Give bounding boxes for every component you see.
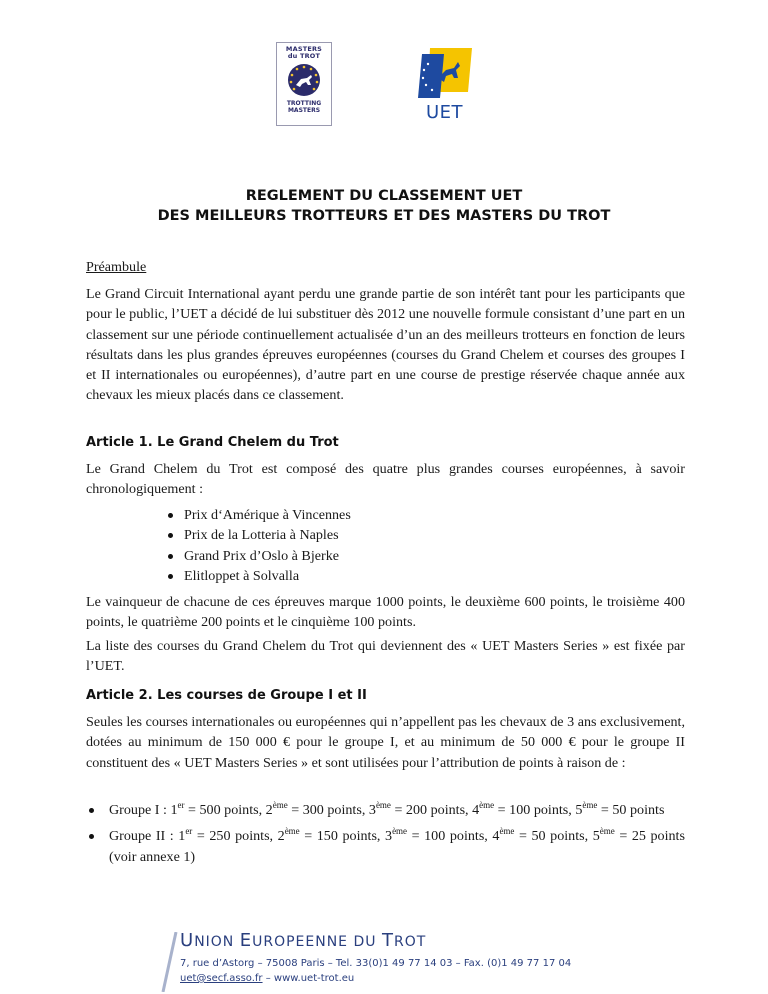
group-list: [109, 800, 685, 867]
article1-points-text: Le vainqueur de chacune de ces épreuves marque 1000 points, le deuxième 600 points, le troisième 400 points, le quatrième 200 points et le cinquième 100 points.: [86, 594, 685, 631]
email-link[interactable]: uet@secf.asso.fr: [180, 973, 263, 984]
footer-contact: [180, 973, 354, 984]
preamble-paragraph: Le Grand Circuit International ayant perdu une grande partie de son intérêt tant pour les participants que pour le public, l’UET a décidé de lui substituer dès 2012 une nouvelle formule consistant d’une part en un classement sur une période continuellement actualisée d’un an des meilleurs trotteurs en fonction de leurs résultats dans les plus grandes épreuves européennes (courses du Grand Chelem et courses des groupes I et II internationales ou européennes), d’autre part en une course de prestige réservée chaque année aux chevaux les mieux placés dans ce classement.: [86, 286, 685, 404]
article2-intro-text: Seules les courses internationales ou européennes qui n’appellent pas les chevaux de 3 ans exclusivement, dotées au minimum de 150 000 € pour le groupe I, et au minimum de 50 000 € pour le groupe II constituent des « UET Masters Series » et sont utilisées pour l’attribution de points à raison de :: [86, 714, 685, 771]
footer-slash-icon: [160, 932, 178, 992]
footer-address: 7, rue d’Astorg – 75008 Paris – Tel. 33(0)1 49 77 14 03 – Fax. (0)1 49 77 17 04: [180, 958, 572, 969]
race-list: [184, 505, 584, 586]
preamble-heading-text: Préambule: [86, 259, 147, 275]
article1-heading: [86, 433, 685, 451]
website-text: – www.uet-trot.eu: [262, 973, 355, 984]
stars-horse-icon: [287, 63, 321, 97]
article2-heading-text: Article 2. Les courses de Groupe I et II: [86, 688, 367, 703]
uet-logo: [414, 48, 474, 126]
article1-series: [86, 636, 685, 677]
article2-heading: [86, 686, 685, 704]
preamble-section: [86, 284, 685, 406]
uet-wordmark: UET: [426, 102, 464, 123]
list-item: Elitloppet à Solvalla: [184, 566, 584, 586]
article1-heading-text: Article 1. Le Grand Chelem du Trot: [86, 435, 339, 450]
group2-item: Groupe II : 1er = 250 points, 2ème = 150 points, 3ème = 100 points, 4ème = 50 points, 5ème = 25 points (voir annexe 1): [109, 826, 685, 867]
article1-points: [86, 592, 685, 633]
article1-intro: [86, 459, 685, 500]
uet-emblem-icon: [414, 48, 474, 102]
article1-series-text: La liste des courses du Grand Chelem du Trot qui deviennent des « UET Masters Series » est fixée par l’UET.: [86, 638, 685, 675]
document-title-line2: DES MEILLEURS TROTTEURS ET DES MASTERS DU TROT: [157, 208, 611, 224]
organization-name: UNION EUROPEENNE DU TROT: [180, 930, 427, 951]
list-item: Prix d‘Amérique à Vincennes: [184, 505, 584, 525]
list-item: Prix de la Lotteria à Naples: [184, 525, 584, 545]
group1-item: Groupe I : 1er = 500 points, 2ème = 300 points, 3ème = 200 points, 4ème = 100 points, 5ème = 50 points: [109, 800, 685, 820]
list-item: Grand Prix d’Oslo à Bjerke: [184, 546, 584, 566]
article2-intro: [86, 712, 685, 773]
document-title-line1: REGLEMENT DU CLASSEMENT UET: [245, 188, 523, 204]
masters-du-trot-logo: MASTERS du TROT TROTTING MASTERS: [276, 42, 332, 126]
article1-intro-text: Le Grand Chelem du Trot est composé des quatre plus grandes courses européennes, à savoir chronologiquement :: [86, 461, 685, 498]
preamble-heading: [86, 258, 685, 276]
